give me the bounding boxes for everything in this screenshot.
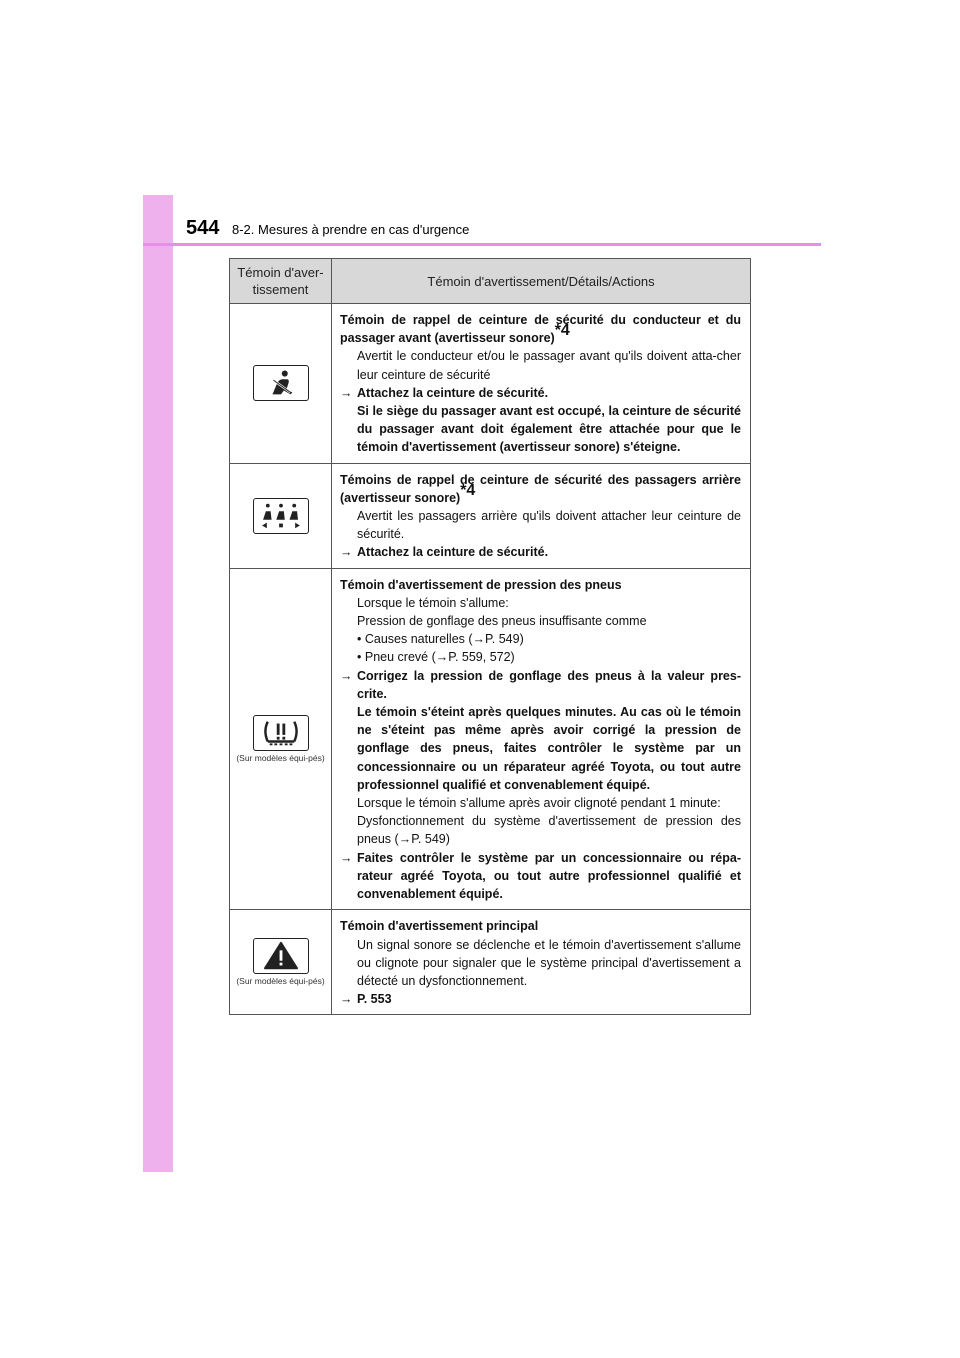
- row-action: → P. 553: [340, 992, 392, 1007]
- row-action: → Faites contrôler le système par un concessionnaire ou répa-rateur agréé Toyota, ou tout autre professionnel qualifié et convenablement équipé.: [340, 850, 741, 902]
- icon-caption: (Sur modèles équi-pés): [236, 976, 325, 987]
- table-header-row: [230, 259, 751, 304]
- icon-cell: [230, 463, 332, 568]
- row-description: Lorsque le témoin s'allume:: [357, 595, 509, 610]
- row-title: Témoin d'avertissement de pression des pneus: [340, 577, 622, 592]
- row-action: → Corrigez la pression de gonflage des pneus à la valeur pres-crite.: [340, 668, 741, 701]
- table-row: [230, 463, 751, 568]
- details-cell: [332, 568, 751, 910]
- details-cell: [332, 304, 751, 464]
- row-description: Pression de gonflage des pneus insuffisante comme: [357, 614, 647, 629]
- row-title: Témoins de rappel de ceinture de sécurité des passagers arrière (avertisseur sonore)$^{*4}$: [340, 472, 741, 505]
- seatbelt-rear-icon: [253, 498, 309, 534]
- row-title: Témoin d'avertissement principal: [340, 919, 539, 934]
- details-cell: [332, 463, 751, 568]
- icon-cell: [230, 568, 332, 910]
- column-header-details: Témoin d'avertissement/Détails/Actions: [332, 259, 751, 304]
- row-description: Lorsque le témoin s'allume après avoir clignoté pendant 1 minute:: [357, 796, 721, 811]
- list-item: • Causes naturelles (→P. 549): [357, 632, 524, 647]
- table-row: [230, 304, 751, 464]
- side-tab-band: [143, 195, 173, 1172]
- master-warning-icon: [253, 938, 309, 974]
- tire-pressure-icon: [253, 715, 309, 751]
- page-number: 544: [186, 217, 220, 239]
- seatbelt-front-icon: [253, 365, 309, 401]
- section-title: 8-2. Mesures à prendre en cas d'urgence: [232, 222, 470, 237]
- row-title: Témoin de rappel de ceinture de sécurité du conducteur et du passager avant (avertisseur sonore)$^{*4}$: [340, 313, 741, 346]
- row-action-note: Le témoin s'éteint après quelques minutes. Au cas où le témoin ne s'éteint pas même après avoir corrigé la pression de gonflage des pneus, faites contrôler le système par un concessionnaire ou un réparateur agréé Toyota, ou tout autre professionnel qualifié et convenablement équipé.: [357, 705, 741, 792]
- details-cell: [332, 910, 751, 1015]
- table-row: [230, 568, 751, 910]
- row-action: → Attachez la ceinture de sécurité.: [340, 545, 549, 560]
- row-description: Dysfonctionnement du système d'avertissement de pression des pneus (→P. 549): [357, 814, 741, 847]
- row-description: Avertit les passagers arrière qu'ils doivent attacher leur ceinture de sécurité.: [357, 509, 741, 542]
- warning-light-table: [229, 258, 751, 1015]
- row-description: Avertit le conducteur et/ou le passager avant qu'ils doivent atta-cher leur ceinture de sécurité: [357, 349, 741, 382]
- row-description: Un signal sonore se déclenche et le témoin d'avertissement s'allume ou clignote pour signaler que le système principal d'avertissement a détecté un dysfonctionnement.: [357, 937, 741, 988]
- list-item: • Pneu crevé (→P. 559, 572): [357, 650, 515, 665]
- header-rule: [143, 243, 821, 246]
- column-header-icon: Témoin d'aver- tissement: [230, 259, 332, 304]
- icon-cell: [230, 910, 332, 1015]
- icon-caption: (Sur modèles équi-pés): [236, 752, 325, 763]
- table-row: [230, 910, 751, 1015]
- row-action: → Attachez la ceinture de sécurité.: [340, 385, 549, 400]
- icon-cell: [230, 304, 332, 464]
- row-action-note: Si le siège du passager avant est occupé, la ceinture de sécurité du passager avant doit également être attachée pour que le témoin d'avertissement (avertisseur sonore) s'éteigne.: [357, 404, 741, 455]
